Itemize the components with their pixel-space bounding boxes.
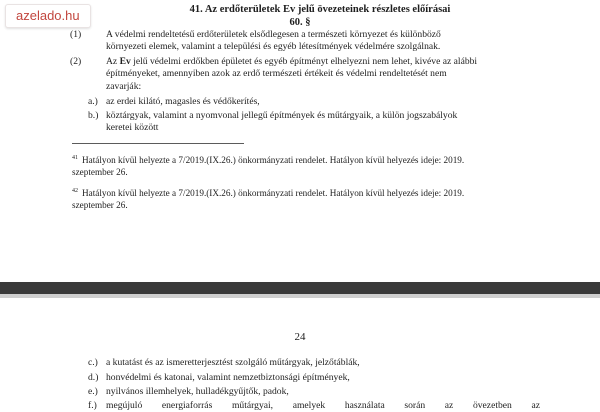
word: az — [531, 400, 540, 411]
paragraph-prefix: Az — [106, 56, 120, 67]
paragraph-line — [106, 56, 540, 68]
footnote-line — [72, 185, 542, 199]
sub-item-text — [106, 110, 540, 135]
word: az — [444, 400, 454, 411]
sub-item-text: az erdei kilátó, magasles és védőkerítés, — [106, 96, 260, 107]
list-item-text: a kutatást és az ismeretterjesztést szolgáló műtárgyak, jelzőtáblák, — [106, 357, 360, 368]
section-title: 41. Az erdőterületek Ev jelű övezeteinek részletes előírásai — [189, 4, 451, 15]
list-item-letter: c.) — [88, 357, 98, 368]
paragraph-line-rest: jelű védelmi erdőkben épületet és egyéb építményt elhelyezni nem lehet, kivéve az alábbi — [130, 56, 478, 67]
zone-code: Ev — [119, 56, 131, 67]
footnote-text: Hatályon kívül helyezte a 7/2019.(IX.26.) önkormányzati rendelet. Hatályon kívül helyezés ideje: 2019. — [82, 188, 465, 199]
footnote — [72, 152, 542, 179]
paragraph-1 — [106, 29, 540, 54]
footnote-text: Hatályon kívül helyezte a 7/2019.(IX.26.) önkormányzati rendelet. Hatályon kívül helyezés ideje: 2019. — [82, 155, 465, 166]
footnote-divider — [72, 143, 244, 144]
paragraph-number: (2) — [70, 56, 82, 67]
list-item-letter: f.) — [88, 400, 97, 411]
list-item-letter: e.) — [88, 386, 98, 397]
word: amelyek — [292, 400, 326, 411]
section-number: 60. § — [289, 17, 311, 28]
paragraph-line: A védelmi rendeltetésű erdőterületek elsődlegesen a természeti környezet és különböző — [106, 29, 441, 40]
footnote — [72, 185, 542, 212]
paragraph-line: építményeket, amennyiben azok az erdő természeti értékeit és védelmi rendeltetését nem — [106, 68, 447, 80]
footnote-mark: 41 — [72, 155, 78, 161]
list-item-text — [106, 400, 540, 412]
sub-item-line: köztárgyak, valamint a nyomvonal jellegű építmények és műtárgyaik, a külön jogszabályok — [106, 110, 458, 121]
footnote-line: szeptember 26. — [72, 200, 128, 211]
justified-line — [106, 400, 540, 412]
page-break — [0, 282, 600, 294]
footnote-line: szeptember 26. — [72, 167, 128, 178]
list-item-letter: d.) — [88, 372, 99, 383]
paragraph-line: zavarják: — [106, 80, 142, 92]
paragraph-2 — [106, 56, 540, 93]
word: használata — [344, 400, 385, 411]
sub-item-line: keretei között — [106, 122, 159, 134]
page-number: 24 — [294, 331, 306, 343]
sub-item-letter: a.) — [88, 96, 98, 107]
paragraph-line: környezeti elemek, valamint a települési és egyéb létesítmények védelmére szolgálnak. — [106, 41, 441, 53]
word: műtárgyai, — [231, 400, 274, 411]
list-item-text: nyilvános illemhelyek, hulladékgyűjtők, padok, — [106, 386, 289, 397]
site-badge[interactable]: azelado.hu — [5, 4, 91, 28]
word: során — [404, 400, 426, 411]
footnote-mark: 42 — [72, 188, 78, 194]
sub-item-letter: b.) — [88, 110, 99, 121]
word: övezetben — [472, 400, 512, 411]
footnote-line — [72, 152, 542, 166]
word: energiaforrás — [161, 400, 213, 411]
paragraph-number: (1) — [70, 29, 82, 40]
list-item-text: honvédelmi és katonai, valamint nemzetbiztonsági építmények, — [106, 372, 350, 383]
word: megújuló — [106, 400, 143, 411]
